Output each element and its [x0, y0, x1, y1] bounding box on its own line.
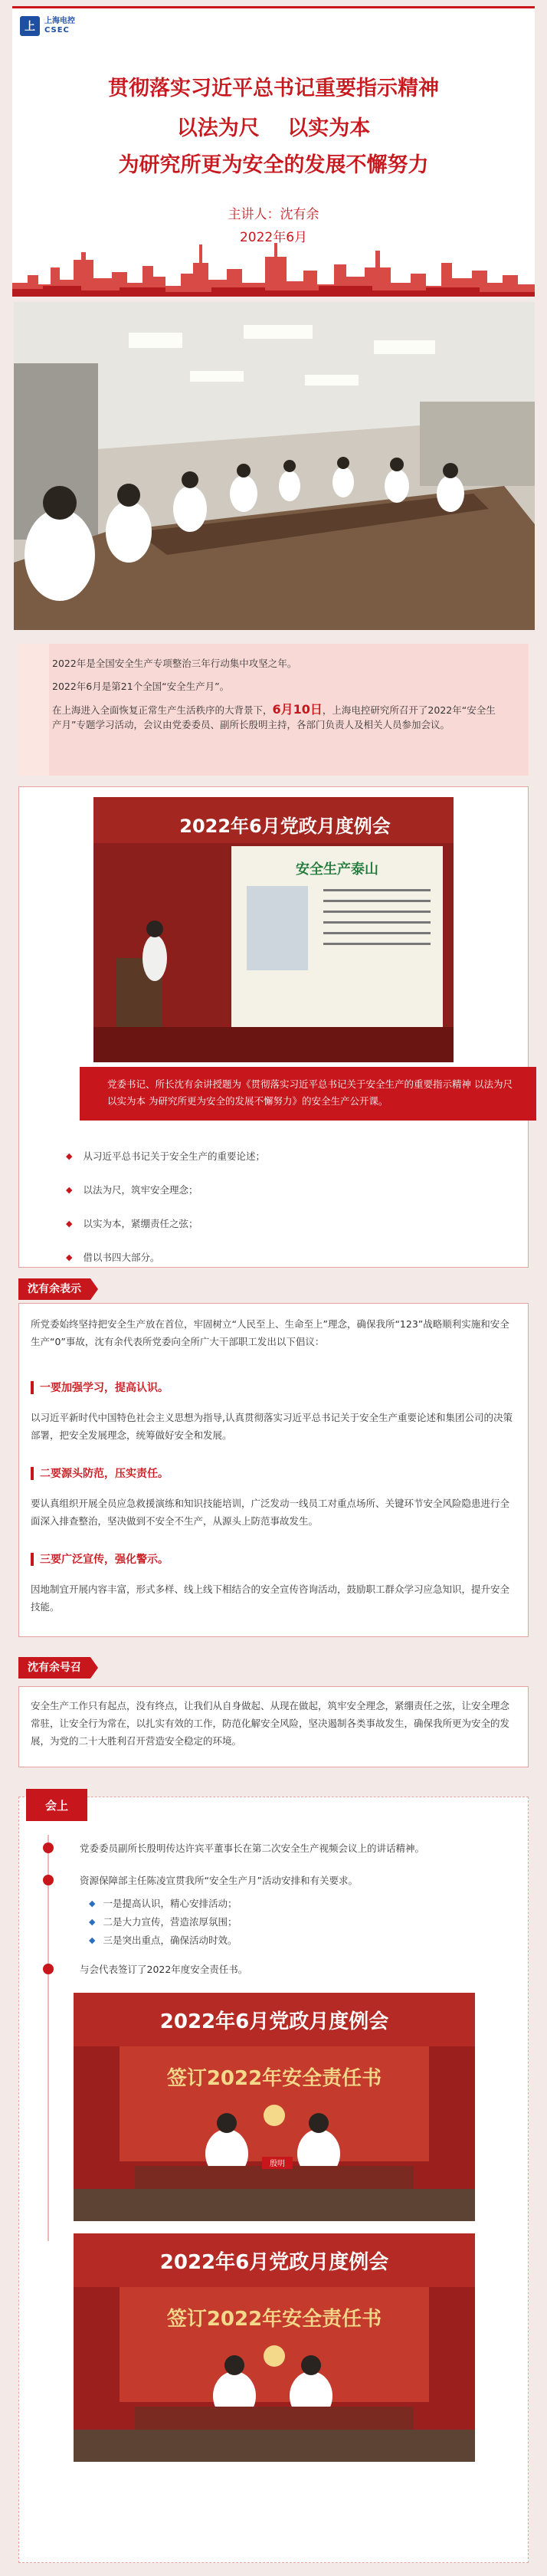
initiative-paragraph-3: 因地制宜开展内容丰富，形式多样、线上线下相结合的安全宣传咨询活动，鼓励职工群众学习应急知识，提升安全技能。	[31, 1583, 510, 1613]
diamond-icon: ◆	[89, 1916, 96, 1927]
slide-caption-text: 安全生产泰山	[296, 861, 378, 878]
section-tag-shen-calls: 沈有余号召	[18, 1657, 90, 1679]
slide-title-text: 2022年6月党政月度例会	[179, 815, 391, 837]
lecture-outline-list	[66, 1139, 510, 1274]
logo-name-en: CSEC	[44, 26, 70, 34]
intro-p3-date: 6月10日	[272, 702, 323, 717]
title-line-2: 以法为尺 以实为本	[176, 116, 371, 140]
title-line-1: 贯彻落实习近平总书记重要指示精神	[108, 77, 439, 100]
intro-side-strip	[18, 644, 49, 776]
diamond-icon: ◆	[89, 1934, 96, 1945]
speaker-label: 主讲人：沈有余	[228, 207, 319, 222]
title-line-3: 为研究所更为安全的发展不懈努力	[118, 153, 429, 177]
list-item: ◆ 从习近平总书记关于安全生产的重要论述；	[66, 1150, 265, 1162]
section-tag-shen-says: 沈有余表示	[18, 1278, 90, 1300]
header-banner	[12, 6, 535, 297]
initiative-heading-1: 一要加强学习，提高认识。	[31, 1380, 169, 1395]
diamond-icon: ◆	[66, 1184, 73, 1195]
city-skyline-illustration	[12, 229, 535, 297]
meeting-sign-text: 签订2022年安全责任书	[166, 2308, 382, 2331]
diamond-icon: ◆	[66, 1150, 73, 1161]
logo-icon: 上	[20, 16, 40, 36]
lecture-highlight-text: 党委书记、所长沈有余讲授题为《贯彻落实习近平总书记关于安全生产的重要指示精神 以法为尺 以实为本 为研究所更为安全的发展不懈努力》的安全生产公开课。	[107, 1078, 513, 1107]
meeting-point-1: 党委委员副所长殷明传达许宾平董事长在第二次安全生产视频会议上的讲话精神。	[80, 1843, 425, 1854]
list-item: ◆ 三是突出重点，确保活动时效。	[89, 1934, 237, 1946]
lecture-photo	[93, 797, 454, 1062]
section-tag-at-meeting: 会上	[26, 1789, 87, 1821]
signing-photo-2	[74, 2233, 475, 2462]
intro-paragraph-2: 2022年6月是第21个全国“安全生产月”。	[52, 681, 230, 692]
intro-p3-after: ，上海电控研究所召开了2022年“安全生产月”专题学习活动，会议由党委委员、副所长殷明主持，各部门负责人及相关人员参加会议。	[52, 704, 496, 730]
initiative-paragraph-2: 要认真组织开展全员应急救援演练和知识技能培训，广泛发动一线员工对重点场所、关键环节安全风险隐患进行全面深入排查整治，坚决做到不安全不生产，从源头上防范事故发生。	[31, 1498, 510, 1527]
intro-paragraph-1: 2022年是全国安全生产专项整治三年行动集中攻坚之年。	[52, 658, 297, 669]
initiative-heading-3: 三要广泛宣传，强化警示。	[31, 1551, 169, 1567]
list-item: ◆ 一是提高认识，精心安排活动；	[89, 1898, 237, 1909]
timeline-line	[47, 1835, 49, 2241]
meeting-banner-text: 2022年6月党政月度例会	[159, 2251, 389, 2274]
meeting-banner-text: 2022年6月党政月度例会	[159, 2010, 389, 2033]
list-item: ◆ 以法为尺，筑牢安全理念；	[66, 1184, 198, 1196]
intro-paragraph-3	[52, 702, 501, 732]
list-item: ◆ 二是大力宣传，营造浓厚氛围；	[89, 1916, 237, 1928]
meeting-sign-text: 签订2022年安全责任书	[166, 2067, 382, 2090]
call-to-action-text: 安全生产工作只有起点，没有终点，让我们从自身做起、从现在做起，筑牢安全理念，紧绷责任之弦，让安全理念常驻，让安全行为常在，以扎实有效的工作，防范化解安全风险，坚决遏制各类事故发生，确保我所更为安全的发展，为党的二十大胜利召开营造安全稳定的环境。	[31, 1700, 510, 1747]
logo-name-cn: 上海电控	[44, 17, 75, 25]
meeting-room-photo	[14, 302, 535, 630]
initiative-intro: 所党委始终坚持把安全生产放在首位，牢固树立“人民至上、生命至上”理念，确保我所“123”战略顺利实施和安全生产“0”事故，沈有余代表所党委向全所广大干部职工发出以下倡议：	[31, 1318, 509, 1347]
timeline-dot-icon	[43, 1964, 54, 1974]
list-item: ◆ 借以书四大部分。	[66, 1252, 160, 1263]
signing-photo-1	[74, 1993, 475, 2221]
meeting-point-2: 资源保障部主任陈凌宣贯我所“安全生产月”活动安排和有关要求。	[80, 1875, 358, 1886]
diamond-icon: ◆	[66, 1252, 73, 1262]
company-logo	[20, 16, 75, 36]
name-card-text: 殷明	[270, 2160, 285, 2168]
date-label: 2022年6月	[239, 230, 308, 245]
meeting-point-3: 与会代表签订了2022年度安全责任书。	[80, 1964, 248, 1975]
timeline-dot-icon	[43, 1875, 54, 1885]
initiative-heading-2: 二要源头防范，压实责任。	[31, 1465, 169, 1481]
timeline-dot-icon	[43, 1843, 54, 1853]
diamond-icon: ◆	[66, 1218, 73, 1229]
list-item: ◆ 以实为本，紧绷责任之弦；	[66, 1218, 198, 1229]
initiative-paragraph-1: 以习近平新时代中国特色社会主义思想为指导,认真贯彻落实习近平总书记关于安全生产重要论述和集团公司的决策部署，把安全发展理念，统筹做好安全和发展。	[31, 1412, 513, 1441]
intro-p3-before: 在上海进入全面恢复正常生产生活秩序的大背景下，	[52, 704, 273, 716]
diamond-icon: ◆	[89, 1898, 96, 1908]
